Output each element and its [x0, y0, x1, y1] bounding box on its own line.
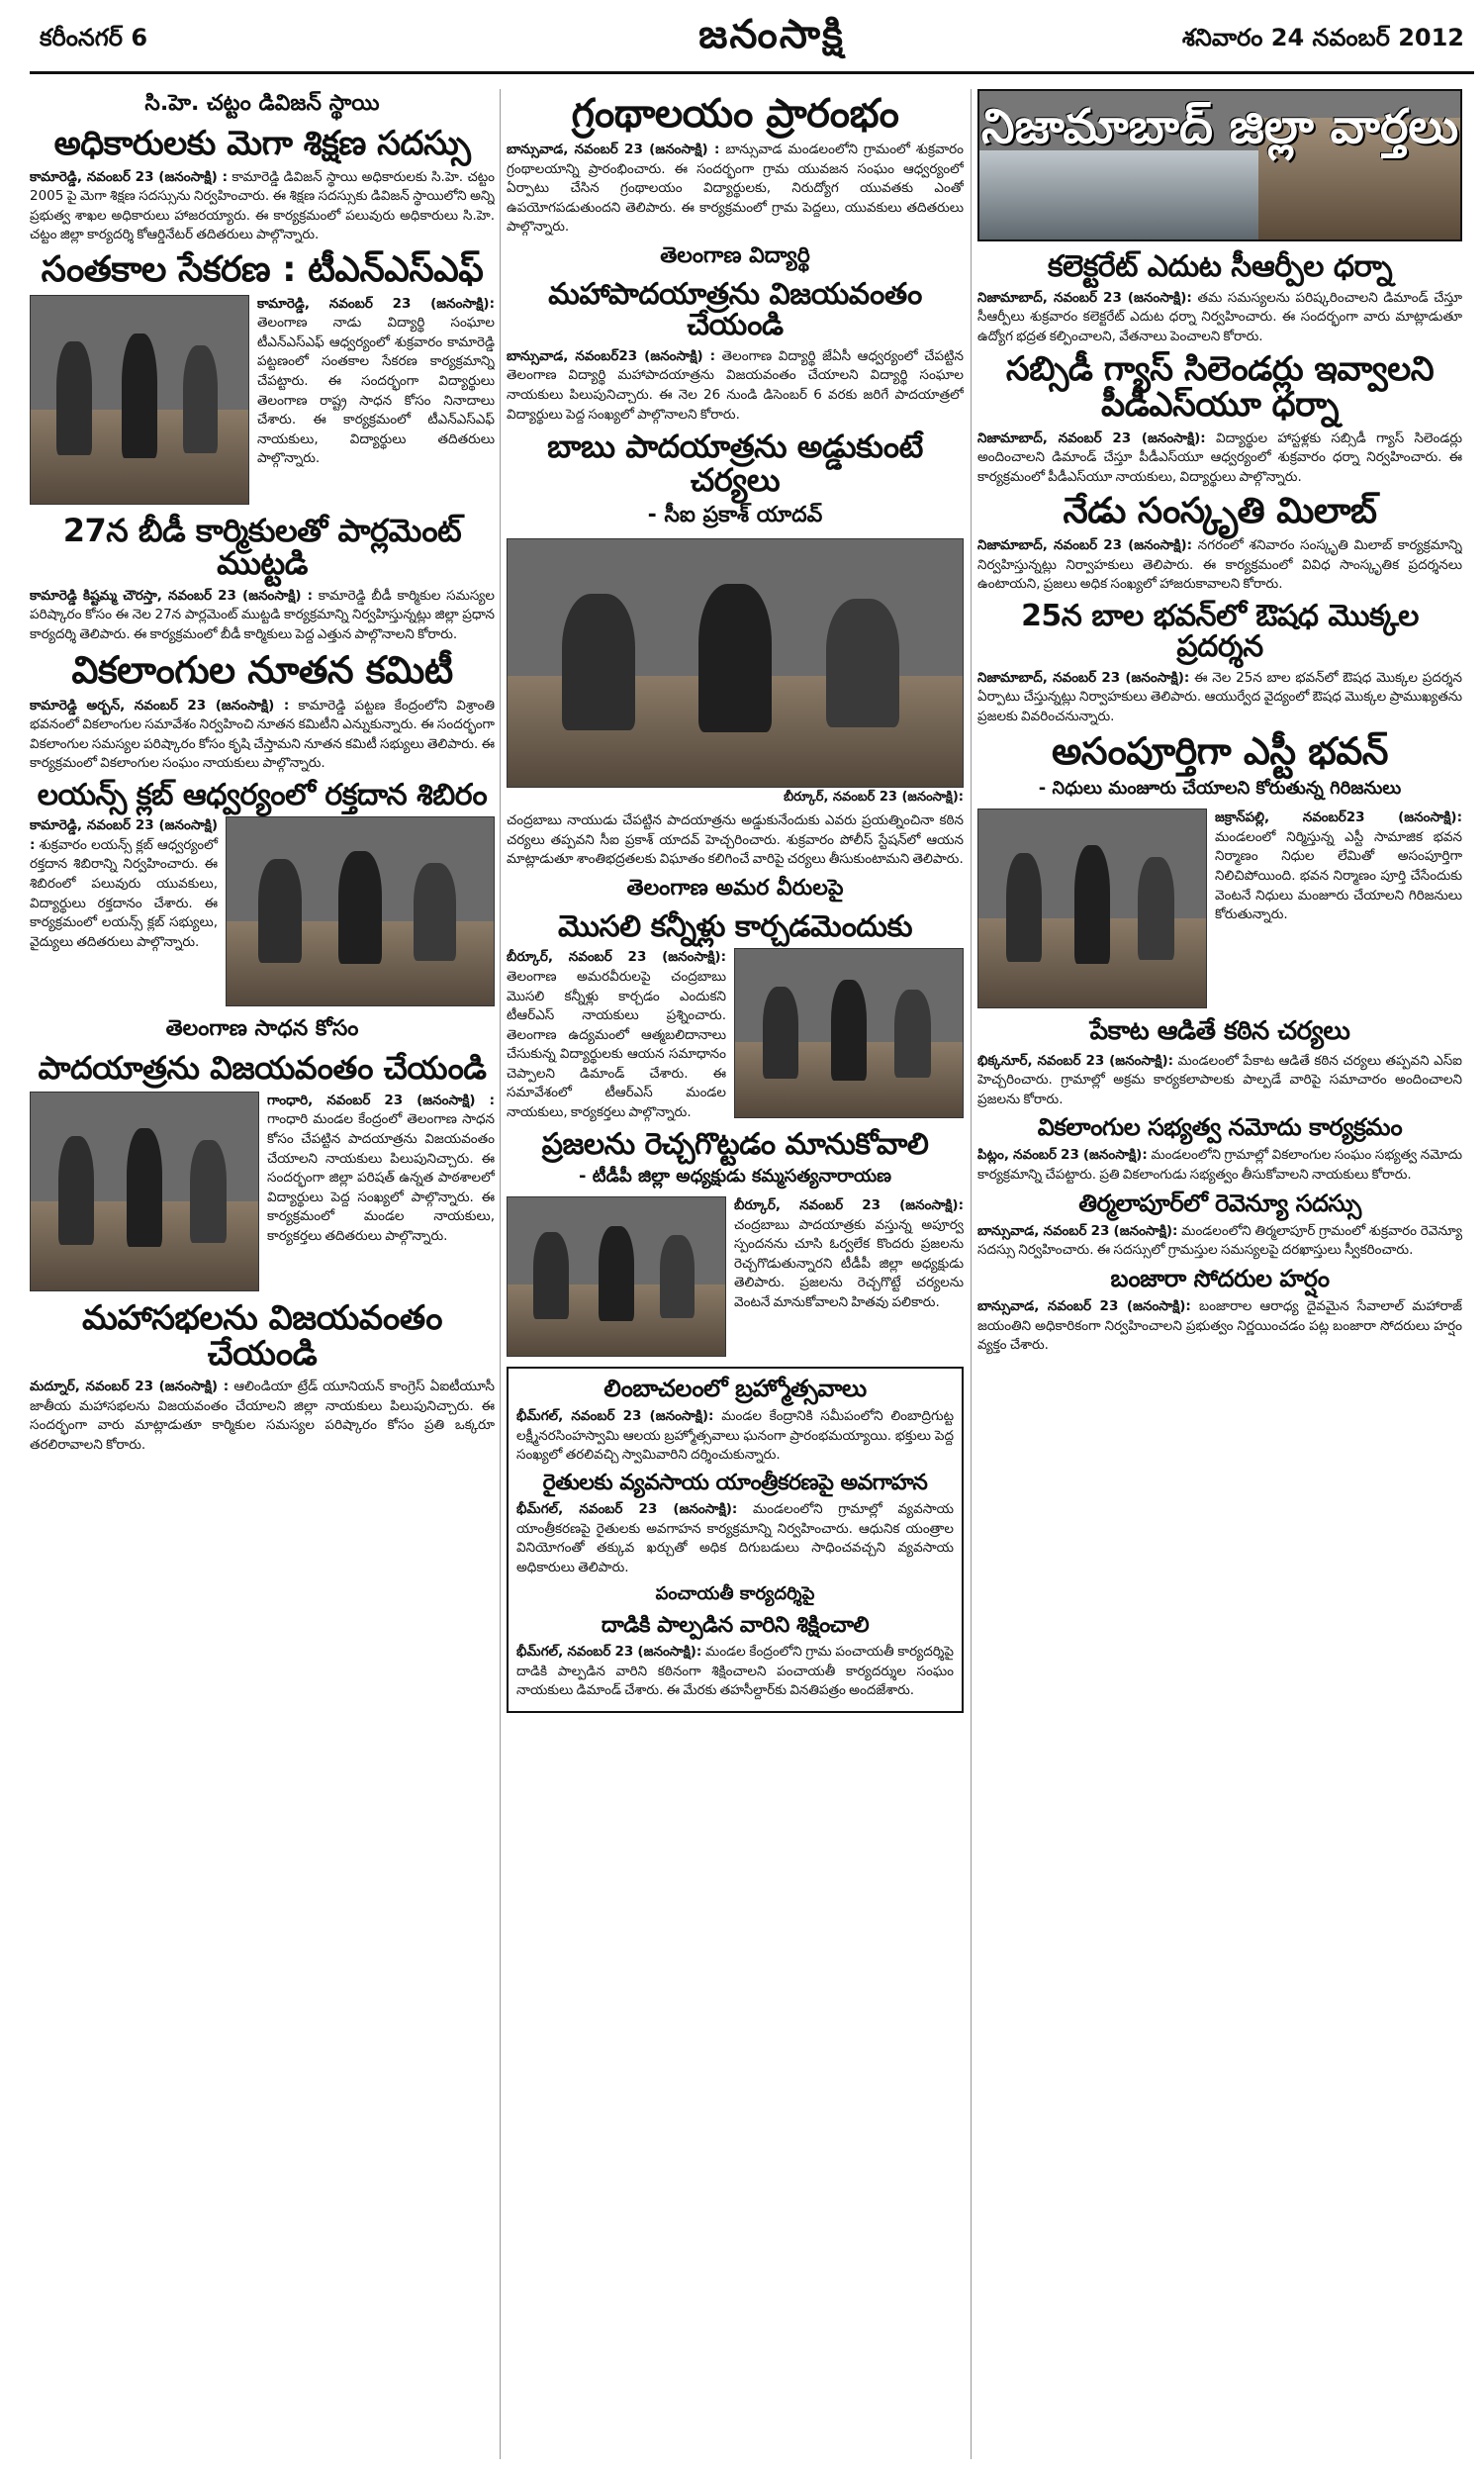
article-headline: మహాసభలను విజయవంతం చేయండి [82, 1297, 442, 1374]
article-photo [507, 1196, 726, 1357]
article-headline: గ్రంథాలయం ప్రారంభం [571, 91, 899, 137]
column-divider [971, 89, 972, 2459]
article-body: చంద్రబాబు నాయుడు చేపట్టిన పాదయాత్రను అడ్డుకునేందుకు ఎవరు ప్రయత్నించినా కఠిన చర్యలు తప్పవని సీఐ ప్రకాశ్ యాదవ్ హెచ్చరించారు. శుక్రవారం పోలీస్ స్టేషన్‌లో ఆయన మాట్లాడుతూ శాంతిభద్రతలకు విఘాతం కలిగించే వారిపై చర్యలు తీసుకుంటామని తెలిపారు. [507, 812, 964, 868]
article-body [516, 1407, 954, 1466]
article-subhead: - సీఐ ప్రకాశ్ యాదవ్ [647, 503, 823, 528]
article-kicker: తెలంగాణ అమర వీరులపై [626, 875, 844, 901]
article-dateline: నిజామాబాద్, నవంబర్ 23 (జనంసాక్షి): [977, 429, 1206, 446]
article-dateline: భీమ్‌గల్, నవంబర్ 23 (జనంసాక్షి): [516, 1644, 702, 1661]
article-dateline: భిక్కనూర్, నవంబర్ 23 (జనంసాక్షి): [977, 1052, 1174, 1069]
article-headline: లయన్స్ క్లబ్ ఆధ్వర్యంలో రక్తదాన శిబిరం [37, 777, 488, 812]
article-dateline: నిజామాబాద్, నవంబర్ 23 (జనంసాక్షి): [977, 289, 1192, 306]
article-headline: అధికారులకు మెగా శిక్షణ సదస్సు [53, 124, 471, 163]
article-text: తెలంగాణ నాడు విద్యార్థి సంఘాల టీఎన్ఎస్ఎఫ్ ఆధ్వర్యంలో శుక్రవారం కామారెడ్డి పట్టణంలో సంతకాల సేకరణ కార్యక్రమాన్ని చేపట్టారు. ఈ సందర్భంగా విద్యార్థులు తెలంగాణ రాష్ట్ర సాధన కోసం నినాదాలు చేశారు. ఈ కార్యక్రమంలో టీఎన్ఎస్ఎఫ్ నాయకులు, విద్యార్థులు తదితరులు పాల్గొన్నారు. [257, 315, 495, 467]
article-headline: ప్రజలను రెచ్చగొట్టడం మానుకోవాలి [541, 1126, 929, 1162]
article-body [30, 587, 495, 645]
article-text: మండల కేంద్రంలోని గ్రామ పంచాయతీ కార్యదర్శిపై దాడికి పాల్పడిన వారిని కఠినంగా శిక్షించాలని పంచాయతీ కార్యదర్శుల సంఘం నాయకులు డిమాండ్ చేశారు. ఈ మేరకు తహసీల్దార్‌కు వినతిపత్రం అందజేశారు. [516, 1644, 954, 1699]
article-text: శుక్రవారం లయన్స్ క్లబ్ ఆధ్వర్యంలో రక్తదాన శిబిరాన్ని నిర్వహించారు. ఈ శిబిరంలో పలువురు యువకులు, విద్యార్థులు రక్తదానం చేశారు. ఈ కార్యక్రమంలో లయన్స్ క్లబ్ సభ్యులు, వైద్యులు తదితరులు పాల్గొన్నారు. [30, 836, 219, 950]
article-headline: లింబాచలంలో బ్రహ్మోత్సవాలు [603, 1375, 867, 1402]
article [30, 248, 495, 509]
article [30, 1016, 495, 1295]
column-divider [500, 89, 501, 2459]
article-dateline: మద్నూర్, నవంబర్ 23 (జనంసాక్షి) : [30, 1379, 230, 1395]
article-dateline: బాన్సువాడ, నవంబర్ 23 (జనంసాక్షి) : [507, 142, 720, 157]
article-subhead: - నిధులు మంజూరు చేయాలని కోరుతున్న గిరిజనులు [1038, 778, 1402, 800]
article [977, 729, 1462, 1012]
article-dateline: నిజామాబాద్, నవంబర్ 23 (జనంసాక్షి): [977, 669, 1190, 686]
article [977, 1264, 1462, 1356]
article-kicker: పంచాయతీ కార్యదర్శిపై [655, 1583, 815, 1605]
article-dateline: బాన్సువాడ, నవంబర్ 23 (జనంసాక్షి): [977, 1222, 1178, 1239]
article-dateline: బాన్సువాడ, నవంబర్ 23 (జనంసాక్షి): [977, 1298, 1191, 1315]
article-text: మండలంలో నిర్మిస్తున్న ఎస్టీ సామాజిక భవన నిర్మాణం నిధుల లేమితో అసంపూర్తిగా నిలిచిపోయింది. భవన నిర్మాణం పూర్తి చేసేందుకు వెంటనే నిధులు మంజూరు చేయాలని గిరిజనులు కోరుతున్నారు. [1215, 828, 1462, 923]
article [30, 91, 495, 245]
article-headline: కలెక్టరేట్ ఎదుట సీఆర్పీల ధర్నా [1047, 249, 1393, 284]
article-dateline: బీర్కూర్, నవంబర్ 23 (జనంసాక్షి): [734, 1197, 964, 1213]
article-body [977, 289, 1462, 347]
article-text: తెలంగాణ అమరవీరులపై చంద్రబాబు మొసలి కన్నీళ్లు కార్చడం ఎందుకని టీఆర్ఎస్ నాయకులు ప్రశ్నించారు. తెలంగాణ ఉద్యమంలో ఆత్మబలిదానాలు చేసుకున్న విద్యార్థులకు ఆయన సమాధానం చెప్పాలని డిమాండ్ చేశారు. ఈ సమావేశంలో టీఆర్ఎస్ మండల నాయకులు, కార్యకర్తలు పాల్గొన్నారు. [507, 969, 726, 1120]
article-kicker: సి.హె. చట్టం డివిజన్ స్థాయి [144, 91, 380, 116]
article-dateline: నిజామాబాద్, నవంబర్ 23 (జనంసాక్షి): [977, 537, 1193, 554]
article-text: విద్యార్థుల హాస్టళ్లకు సబ్సిడీ గ్యాస్ సిలెండర్లు అందించాలని డిమాండ్ చేస్తూ పీడీఎస్‌యూ ఆధ్వర్యంలో శుక్రవారం ధర్నా నిర్వహించారు. ఈ కార్యక్రమంలో పీడీఎస్‌యూ నాయకులు, విద్యార్థులు పాల్గొన్నారు. [977, 429, 1462, 485]
article-text: మండలంలో పేకాట ఆడితే కఠిన చర్యలు తప్పవని ఎస్ఐ హెచ్చరించారు. గ్రామాల్లో అక్రమ కార్యకలాపాలకు పాల్పడే వారిపై సమాచారం అందించాలని ప్రజలను కోరారు. [977, 1052, 1462, 1107]
article-text: తమ సమస్యలను పరిష్కరించాలని డిమాండ్ చేస్తూ సీఆర్పీలు శుక్రవారం కలెక్టరేట్ ఎదుట ధర్నా నిర్వహించారు. ఈ సందర్భంగా వారు మాట్లాడుతూ ఉద్యోగ భద్రత కల్పించాలని, వేతనాలు పెంచాలని కోరారు. [977, 289, 1462, 344]
district-news-banner [977, 89, 1462, 241]
article [977, 493, 1462, 594]
article-text: కామారెడ్డి బీడీ కార్మికుల సమస్యల పరిష్కారం కోసం ఈ నెల 27న పార్లమెంట్ ముట్టడి కార్యక్రమాన్ని నిర్వహిస్తున్నట్లు జిల్లా ప్రధాన కార్యదర్శి తెలిపారు. ఈ కార్యక్రమంలో బీడీ కార్మికులు పెద్ద ఎత్తున పాల్గొనాలని కోరారు. [30, 587, 495, 643]
banner-title: నిజామాబాద్ జిల్లా వార్తలు [980, 99, 1459, 154]
article [977, 1115, 1462, 1185]
article-headline: బాబు పాదయాత్రను అడ్డుకుంటే చర్యలు [547, 428, 923, 499]
article-text: బంజారాల ఆరాధ్య దైవమైన సేవాలాల్ మహారాజ్ జయంతిని అధికారికంగా నిర్వహించాలని ప్రభుత్వం నిర్ణయించడం పట్ల బంజారా సోదరులు హర్షం వ్యక్తం చేశారు. [977, 1298, 1462, 1354]
article-dateline: కామారెడ్డి కిష్టమ్మ చౌరస్తా, నవంబర్ 23 (జనంసాక్షి) : [30, 587, 314, 604]
article [516, 1377, 954, 1466]
article [516, 1583, 954, 1701]
article-dateline: కామారెడ్డి, నవంబర్ 23 (జనంసాక్షి) : [30, 168, 228, 185]
article-text: ఆలిండియా ట్రేడ్ యూనియన్ కాంగ్రెస్ ఏఐటీయూసీ జాతీయ మహాసభలను విజయవంతం చేయాలని జిల్లా నాయకులు పిలుపునిచ్చారు. ఈ సందర్భంగా వారు మాట్లాడుతూ కార్మికుల సమస్యల పరిష్కారం కోసం ప్రతి ఒక్కరూ తరలిరావాలని కోరారు. [30, 1379, 495, 1453]
article-text: తెలంగాణ విద్యార్థి జేఏసీ ఆధ్వర్యంలో చేపట్టిన తెలంగాణ విద్యార్థి మహాపాదయాత్రను విజయవంతం చేయాలని విద్యార్థి సంఘాల నాయకులు పిలుపునిచ్చారు. ఈ నెల 26 నుండి డిసెంబర్ 6 వరకు జరిగే పాదయాత్రలో విద్యార్థులు పెద్ద సంఖ్యలో పాల్గొనాలని కోరారు. [507, 347, 964, 423]
article-body [30, 168, 495, 245]
article-photo [977, 809, 1207, 1008]
article-headline: మొసలి కన్నీళ్లు కార్చడమెందుకు [557, 908, 913, 944]
article-headline: రైతులకు వ్యవసాయ యాంత్రీకరణపై అవగాహన [542, 1470, 928, 1495]
article-photo [226, 816, 495, 1006]
article-dateline: కామారెడ్డి, నవంబర్ 23 (జనంసాక్షి): [257, 295, 495, 312]
article-dateline: కామారెడ్డి, నవంబర్ 23 (జనంసాక్షి) : [30, 817, 218, 853]
article [507, 430, 964, 870]
article-body [507, 141, 964, 238]
article-photo [30, 1092, 259, 1291]
boxed-news [507, 1367, 964, 1713]
article-body [516, 1500, 954, 1577]
article [516, 1472, 954, 1577]
article-headline: పేకాట ఆడితే కఠిన చర్యలు [1089, 1016, 1350, 1047]
article [30, 647, 495, 774]
article-dateline: భీమ్‌గల్, నవంబర్ 23 (జనంసాక్షి): [516, 1408, 714, 1425]
article-text: మండలంలోని గ్రామాల్లో వ్యవసాయ యాంత్రీకరణపై రైతులకు అవగాహన కార్యక్రమాన్ని నిర్వహించారు. ఆధునిక యంత్రాల వినియోగంతో తక్కువ ఖర్చుతో అధిక దిగుబడులు సాధించవచ్చని వ్యవసాయ అధికారులు తెలిపారు. [516, 1500, 955, 1575]
article [507, 243, 964, 425]
article-headline: బంజారా సోదరుల హర్షం [1110, 1264, 1330, 1292]
article [977, 349, 1462, 487]
article [977, 598, 1462, 727]
article [30, 511, 495, 645]
article-body [977, 1052, 1462, 1110]
article-subhead: - టీడీపీ జిల్లా అధ్యక్షుడు కమ్మసత్యనారాయణ [579, 1166, 891, 1187]
article [507, 93, 964, 238]
column-right [977, 89, 1462, 2459]
article-text: నగరంలో శనివారం సంస్కృతి మిలాబ్ కార్యక్రమాన్ని నిర్వహిస్తున్నట్లు నిర్వాహకులు తెలిపారు. ఈ కార్యక్రమంలో వివిధ సాంస్కృతిక ప్రదర్శనలు ఉంటాయని, ప్రజలు అధిక సంఖ్యలో హాజరుకావాలని కోరారు. [977, 537, 1462, 593]
article-headline: అసంపూర్తిగా ఎస్టీ భవన్ [1052, 729, 1388, 774]
article-text: కామారెడ్డి పట్టణ కేంద్రంలోని విశ్రాంతి భవనంలో వికలాంగుల సమావేశం నిర్వహించి నూతన కమిటీని ఎన్నుకున్నారు. ఈ సందర్భంగా వికలాంగుల సమస్యల పరిష్కారం కోసం కృషి చేస్తామని నూతన కమిటీ సభ్యులు తెలిపారు. ఈ కార్యక్రమంలో వికలాంగుల సంఘం నాయకులు పాల్గొన్నారు. [30, 697, 495, 772]
article-headline: 27న బీడీ కార్మికులతో పార్లమెంట్ ముట్టడి [62, 511, 462, 583]
article-headline: సబ్సిడీ గ్యాస్ సిలెండర్లు ఇవ్వాలని పీడీఎస్‌యూ ధర్నా [1005, 349, 1435, 425]
article-text: బాన్సువాడ మండలంలోని గ్రామంలో శుక్రవారం గ్రంథాలయాన్ని ప్రారంభించారు. ఈ సందర్భంగా గ్రామ యువజన సంఘం ఆధ్వర్యంలో ఏర్పాటు చేసిన గ్రంథాలయం విద్యార్థులకు, నిరుద్యోగ యువతకు ఎంతో ఉపయోగపడుతుందని తెలిపారు. ఈ కార్యక్రమంలో గ్రామ పెద్దలు, యువకులు తదితరులు పాల్గొన్నారు. [507, 142, 964, 236]
article [977, 1018, 1462, 1109]
article-headline: వికలాంగుల సభ్యత్వ నమోదు కార్యక్రమం [1037, 1113, 1403, 1142]
article-headline: తిర్మలాపూర్‌లో రెవెన్యూ సదస్సు [1078, 1189, 1361, 1217]
article-body [30, 1378, 495, 1455]
article-body [977, 429, 1462, 488]
article-headline: నేడు సంస్కృతి మిలాబ్ [1063, 491, 1377, 532]
paper-name: జనంసాక్షి [698, 12, 845, 57]
article-photo [30, 295, 249, 505]
article-body [30, 697, 495, 774]
article-text: మండలంలోని గ్రామాల్లో వికలాంగుల సంఘం సభ్యత్వ నమోదు కార్యక్రమాన్ని చేపట్టారు. ప్రతి వికలాంగుడు సభ్యత్వం తీసుకోవాలని నాయకులు కోరారు. [977, 1147, 1462, 1184]
article-dateline: కామారెడ్డి అర్బన్, నవంబర్ 23 (జనంసాక్షి) : [30, 697, 290, 714]
article-body [977, 669, 1462, 727]
column-middle [507, 89, 964, 2459]
article-dateline: గాంధారి, నవంబర్ 23 (జనంసాక్షి) : [267, 1092, 495, 1108]
article-kicker: తెలంగాణ సాధన కోసం [165, 1016, 359, 1042]
article-headline: దాడికి పాల్పడిన వారిని శిక్షించాలి [601, 1613, 870, 1639]
article-kicker: తెలంగాణ విద్యార్థి [660, 242, 810, 268]
page-label: కరీంనగర్ 6 [40, 24, 148, 51]
article-headline: వికలాంగుల నూతన కమిటీ [71, 647, 453, 692]
article [507, 876, 964, 1123]
article-headline: 25న బాల భవన్‌లో ఔషధ మొక్కల ప్రదర్శన [1021, 598, 1419, 665]
article-body [977, 1222, 1462, 1261]
article-body [977, 536, 1462, 595]
article-photo [507, 538, 964, 788]
article-headline: సంతకాల సేకరణ : టీఎన్ఎస్ఎఫ్ [41, 248, 484, 290]
article-text: చంద్రబాబు పాదయాత్రకు వస్తున్న అపూర్వ స్పందనను చూసి ఓర్వలేక కొందరు ప్రజలను రెచ్చగొడుతున్నారని టీడీపీ జిల్లా అధ్యక్షుడు తెలిపారు. ప్రజలను రెచ్చగొట్టే చర్యలను వెంటనే మానుకోవాలని హితవు పలికారు. [734, 1216, 964, 1310]
article [507, 1126, 964, 1362]
article-dateline: జక్రాన్‌పల్లి, నవంబర్23 (జనంసాక్షి): [1215, 809, 1462, 826]
article-text: మండలంలోని తిర్మలాపూర్ గ్రామంలో శుక్రవారం రెవెన్యూ సదస్సు నిర్వహించారు. ఈ సదస్సులో గ్రామస్తుల సమస్యలపై దరఖాస్తులు స్వీకరించారు. [977, 1222, 1462, 1259]
article-dateline: బాన్సువాడ, నవంబర్23 (జనంసాక్షి) : [507, 347, 716, 364]
article [977, 1191, 1462, 1261]
article [30, 777, 495, 1011]
photo-caption: బీర్కూర్, నవంబర్ 23 (జనంసాక్షి): [784, 790, 964, 806]
article-body [977, 1297, 1462, 1356]
article-body [516, 1643, 954, 1701]
issue-date: శనివారం 24 నవంబర్ 2012 [1181, 24, 1464, 51]
article-body [507, 347, 964, 425]
article-text: ఈ నెల 25న బాల భవన్‌లో ఔషధ మొక్కల ప్రదర్శన ఏర్పాటు చేస్తున్నట్లు నిర్వాహకులు తెలిపారు. ఆయుర్వేద వైద్యంలో ఔషధ మొక్కల ప్రాముఖ్యతను ప్రజలకు వివరించనున్నారు. [977, 669, 1462, 724]
column-left [30, 89, 495, 2459]
page-header [0, 0, 1484, 73]
article-headline: మహాపాదయాత్రను విజయవంతం చేయండి [548, 276, 922, 343]
article-photo [734, 948, 964, 1118]
article [30, 1297, 495, 1456]
article-text: మండల కేంద్రానికి సమీపంలోని లింబాద్రిగుట్ట లక్ష్మీనరసింహస్వామి ఆలయ బ్రహ్మోత్సవాలు ఘనంగా ప్రారంభమయ్యాయి. భక్తులు పెద్ద సంఖ్యలో తరలివచ్చి స్వామివారిని దర్శించుకున్నారు. [516, 1408, 954, 1464]
article-dateline: పిట్లం, నవంబర్ 23 (జనంసాక్షి): [977, 1147, 1148, 1164]
article-body [977, 1146, 1462, 1185]
header-rule [30, 71, 1474, 74]
article-headline: పాదయాత్రను విజయవంతం చేయండి [38, 1049, 487, 1088]
article [977, 89, 1462, 346]
article-text: గాంధారి మండల కేంద్రంలో తెలంగాణ సాధన కోసం చేపట్టిన పాదయాత్రను విజయవంతం చేయాలని నాయకులు పిలుపునిచ్చారు. ఈ సందర్భంగా జిల్లా పరిషత్ ఉన్నత పాఠశాలలో విద్యార్థులు పెద్ద సంఖ్యలో పాల్గొన్నారు. ఈ కార్యక్రమంలో మండల నాయకులు, కార్యకర్తలు తదితరులు పాల్గొన్నారు. [267, 1111, 495, 1244]
article-text: కామారెడ్డి డివిజన్ స్థాయి అధికారులకు సి.హె. చట్టం 2005 పై మెగా శిక్షణ సదస్సును నిర్వహించారు. ఈ శిక్షణ సదస్సుకు డివిజన్ స్థాయిలోని అన్ని ప్రభుత్వ శాఖల అధికారులు హాజరయ్యారు. ఈ కార్యక్రమంలో పలువురు అధికారులు సి.హె. చట్టం జిల్లా కార్యదర్శి కోఆర్డినేటర్ తదితరులు పాల్గొన్నారు. [30, 168, 495, 243]
article-dateline: భీమ్‌గల్, నవంబర్ 23 (జనంసాక్షి): [516, 1500, 738, 1517]
article-dateline: బీర్కూర్, నవంబర్ 23 (జనంసాక్షి): [507, 949, 726, 966]
